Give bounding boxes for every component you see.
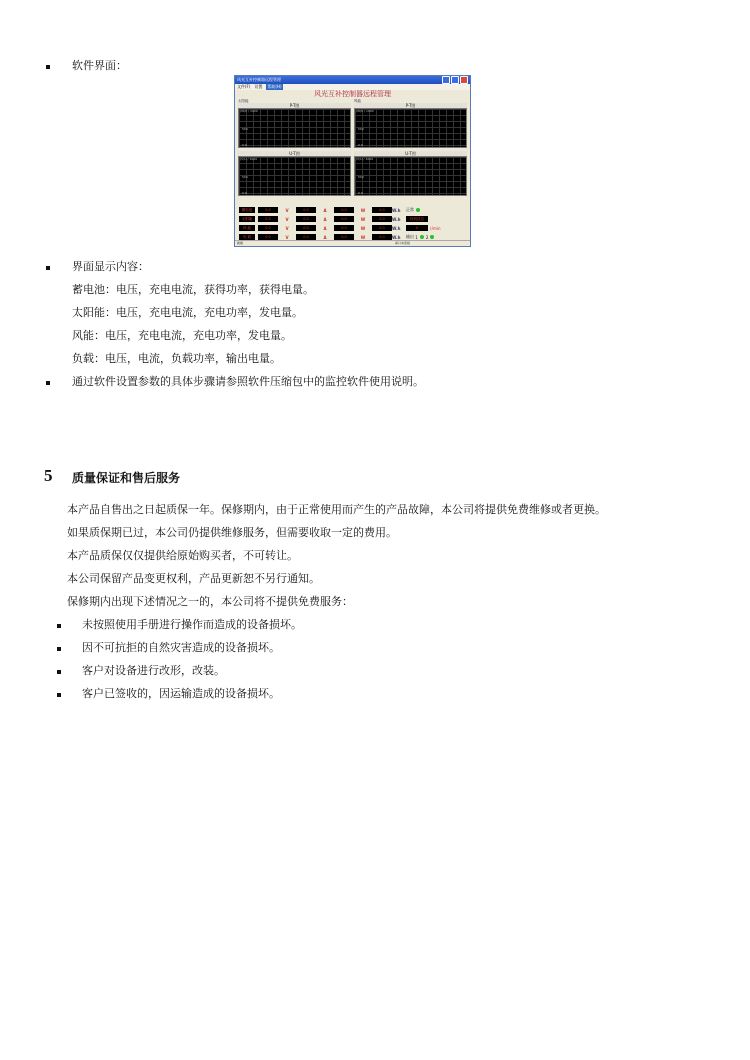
energy-value: 0.0 <box>372 207 392 213</box>
minimize-icon <box>442 76 450 84</box>
bullet-icon <box>57 647 61 651</box>
chart-title: U-T图 <box>238 151 351 156</box>
display-item: 蓄电池：电压，充电电流，获得功率，获得电量。 <box>72 283 314 296</box>
rpm-value: 0 <box>406 225 428 231</box>
rpm-unit: r/min <box>430 225 441 231</box>
app-title: 风光互补控制器远程管理 <box>314 90 391 98</box>
bullet-icon <box>57 624 61 628</box>
unit: A <box>323 234 327 240</box>
unit: A <box>323 225 327 231</box>
section-title: 质量保证和售后服务 <box>72 471 181 485</box>
solar-pt-panel <box>238 99 351 148</box>
solar-ut-panel <box>238 151 351 196</box>
bullet-icon <box>46 266 50 270</box>
section-number: 5 <box>44 466 53 485</box>
display-item: 太阳能：电压，充电电流，充电功率，发电量。 <box>72 306 303 319</box>
readout-row-solar <box>239 215 467 223</box>
wind-pt-panel <box>354 99 467 148</box>
wind-ut-panel <box>354 151 467 196</box>
mode-display: 待机状态 <box>406 216 428 222</box>
unit: W.h <box>392 207 401 213</box>
exclusion-item: 客户对设备进行改形，改装。 <box>82 664 225 677</box>
bullet-icon <box>57 670 61 674</box>
display-item: 风能：电压，充电电流，充电功率，发电量。 <box>72 329 292 342</box>
axis-label: 500 <box>358 175 364 179</box>
status-indicator <box>406 207 422 213</box>
chart-title: P-T图 <box>238 103 351 108</box>
bullet-icon <box>57 693 61 697</box>
exclusion-item: 因不可抗拒的自然灾害造成的设备损坏。 <box>82 641 280 654</box>
current-value: 0.0 <box>296 216 316 222</box>
unit: W.h <box>392 225 401 231</box>
chart-area <box>238 108 351 148</box>
current-value: 0.0 <box>296 234 316 240</box>
readout-table <box>239 206 467 242</box>
statusbar-left: 就绪 <box>237 241 244 245</box>
chart-area <box>354 108 467 148</box>
axis-label: 500 <box>358 127 364 131</box>
status-label: 正常 <box>406 207 414 212</box>
energy-value: 0.0 <box>372 225 392 231</box>
exclusion-item: 未按照使用手册进行操作而造成的设备损坏。 <box>82 618 302 631</box>
unit: W <box>360 207 366 213</box>
axis-label: 0.0 <box>358 191 363 195</box>
axis-label: (W)P / 1000 <box>356 109 374 113</box>
chart-area <box>354 156 467 196</box>
unit: A <box>323 207 327 213</box>
output-1-led-icon <box>420 235 424 239</box>
warranty-paragraph: 本产品自售出之日起质保一年。保修期内，由于正常使用而产生的产品故障，本公司将提供免费维修或者更换。 <box>67 503 606 516</box>
panel-label: 风能 <box>354 99 361 103</box>
voltage-value: 0.0 <box>258 225 278 231</box>
statusbar-right: 串口未连接 <box>395 241 411 245</box>
window-titlebar <box>235 76 470 84</box>
unit: W <box>360 234 366 240</box>
energy-value: 0.0 <box>372 216 392 222</box>
readout-row-battery <box>239 206 467 214</box>
chart-title: P-T图 <box>354 103 467 108</box>
unit: V <box>285 225 289 231</box>
status-led-icon <box>416 208 420 212</box>
readout-row-wind <box>239 224 467 232</box>
unit: V <box>285 216 289 222</box>
software-screenshot <box>234 75 471 247</box>
row-label: 风 能 <box>239 225 255 231</box>
display-item: 负载：电压，电流，负载功率，输出电量。 <box>72 352 281 365</box>
axis-label: 500 <box>242 175 248 179</box>
window-title: 风光互补控制器远程管理 <box>237 77 281 82</box>
power-value: 0.0 <box>334 234 354 240</box>
unit: W.h <box>392 234 401 240</box>
power-value: 0.0 <box>334 216 354 222</box>
chart-area <box>238 156 351 196</box>
warranty-paragraph: 本公司保留产品变更权利，产品更新恕不另行通知。 <box>67 572 320 585</box>
axis-label: 0.0 <box>242 191 247 195</box>
unit: V <box>285 234 289 240</box>
bullet-icon <box>46 381 50 385</box>
unit: A <box>323 216 327 222</box>
software-interface-label: 软件界面： <box>72 59 127 72</box>
current-value: 0.0 <box>296 207 316 213</box>
energy-value: 0.0 <box>372 234 392 240</box>
unit: V <box>285 207 289 213</box>
voltage-value: 0.0 <box>258 216 278 222</box>
display-content-label: 界面显示内容： <box>72 260 149 273</box>
settings-note: 通过软件设置参数的具体步骤请参照软件压缩包中的监控软件使用说明。 <box>72 375 424 388</box>
output-label: 输出 <box>406 234 414 239</box>
axis-label: 500 <box>242 127 248 131</box>
unit: W <box>360 216 366 222</box>
row-label: 太阳能 <box>239 216 255 222</box>
maximize-icon <box>451 76 459 84</box>
bullet-icon <box>46 65 50 69</box>
voltage-value: 0.0 <box>258 234 278 240</box>
unit: W <box>360 225 366 231</box>
axis-label: (V)U / 1000 <box>356 157 374 161</box>
axis-label: (V)U / 1000 <box>240 157 258 161</box>
panel-label: 太阳能 <box>238 99 249 103</box>
menu-help: 帮助(H) <box>267 84 282 89</box>
warranty-paragraph: 保修期内出现下述情况之一的，本公司将不提供免费服务： <box>67 595 353 608</box>
close-icon <box>460 76 468 84</box>
power-value: 0.0 <box>334 207 354 213</box>
warranty-paragraph: 如果质保期已过，本公司仍提供维修服务，但需要收取一定的费用。 <box>67 526 397 539</box>
row-label: 负 载 <box>239 234 255 240</box>
axis-label: 0.0 <box>242 143 247 147</box>
axis-label: 0.0 <box>358 143 363 147</box>
exclusion-item: 客户已签收的，因运输造成的设备损坏。 <box>82 687 280 700</box>
output-1-label: 1 <box>415 234 418 240</box>
row-label: 蓄电池 <box>239 207 255 213</box>
app-statusbar <box>235 240 470 246</box>
output-2-label: 2 <box>425 234 429 240</box>
menu-file: 文件(F) <box>237 84 251 89</box>
chart-panels <box>235 99 470 196</box>
power-value: 0.0 <box>334 225 354 231</box>
voltage-value: 0.0 <box>258 207 278 213</box>
output-2-led-icon <box>430 235 434 239</box>
menu-settings: 设置 <box>254 84 263 89</box>
chart-title: U-T图 <box>354 151 467 156</box>
axis-label: (W)P / 1000 <box>240 109 258 113</box>
warranty-paragraph: 本产品质保仅仅提供给原始购买者，不可转让。 <box>67 549 298 562</box>
current-value: 0.0 <box>296 225 316 231</box>
unit: W.h <box>392 216 401 222</box>
